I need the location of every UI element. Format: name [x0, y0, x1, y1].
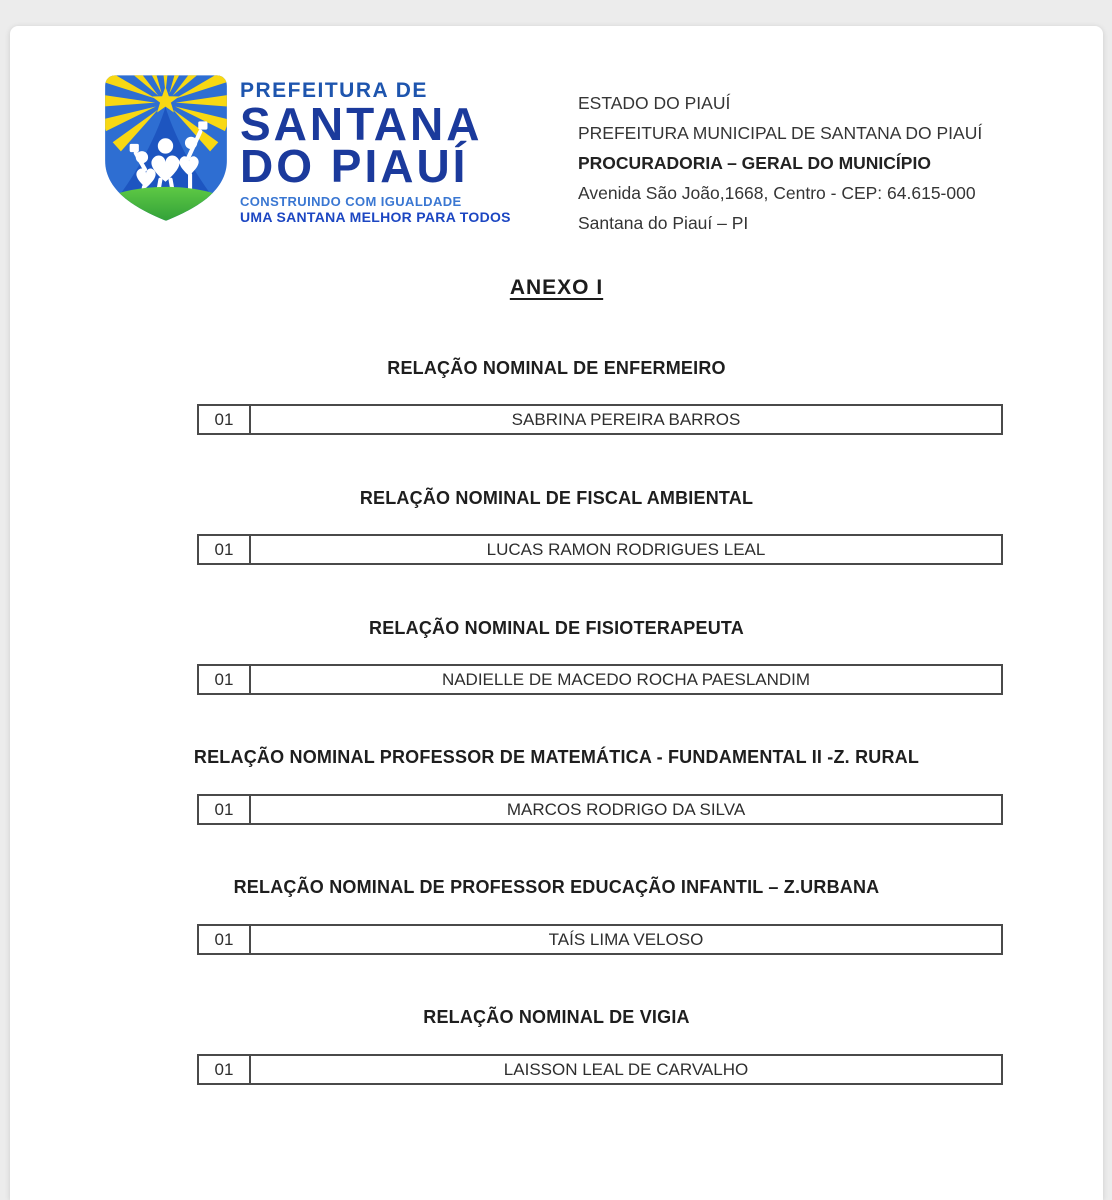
row-number-cell: 01	[199, 796, 251, 823]
letterhead-address-line: Avenida São João,1668, Centro - CEP: 64.615-000	[578, 183, 976, 203]
letterhead-state-line: ESTADO DO PIAUÍ	[578, 93, 731, 113]
crest-tagline-2: UMA SANTANA MELHOR PARA TODOS	[240, 208, 511, 225]
annex-title-text: ANEXO I	[509, 276, 604, 299]
row-name-cell: SABRINA PEREIRA BARROS	[511, 409, 741, 429]
row-number-cell: 01	[199, 926, 251, 953]
annex-title	[10, 276, 1103, 300]
section-heading-professor-matematica: RELAÇÃO NOMINAL PROFESSOR DE MATEMÁTICA - FUNDAMENTAL II -Z. RURAL	[193, 747, 920, 767]
section-heading-fisioterapeuta: RELAÇÃO NOMINAL DE FISIOTERAPEUTA	[369, 618, 744, 638]
document-page	[10, 26, 1103, 1200]
header-crest-block	[102, 72, 511, 224]
section-heading-enfermeiro: RELAÇÃO NOMINAL DE ENFERMEIRO	[387, 358, 726, 378]
section-heading-professor-infantil: RELAÇÃO NOMINAL DE PROFESSOR EDUCAÇÃO INFANTIL – Z.URBANA	[233, 877, 880, 897]
name-table-professor-infantil	[197, 924, 1003, 955]
crest-top-label: PREFEITURA DE	[240, 79, 428, 102]
row-number-cell: 01	[199, 406, 251, 433]
letterhead-municipality-line: PREFEITURA MUNICIPAL DE SANTANA DO PIAUÍ	[578, 123, 983, 143]
name-table-fiscal-ambiental	[197, 534, 1003, 565]
name-table-professor-matematica	[197, 794, 1003, 825]
letterhead-department-line: PROCURADORIA – GERAL DO MUNICÍPIO	[578, 153, 931, 173]
row-name-cell: LAISSON LEAL DE CARVALHO	[503, 1059, 749, 1079]
crest-name-line2: DO PIAUÍ	[240, 140, 469, 193]
crest-name-line1: SANTANA	[240, 98, 483, 150]
name-table-vigia	[197, 1054, 1003, 1085]
letterhead-city-line: Santana do Piauí – PI	[578, 213, 749, 233]
name-table-fisioterapeuta	[197, 664, 1003, 695]
crest-tagline-1: CONSTRUINDO COM IGUALDADE	[240, 193, 462, 209]
row-number-cell: 01	[199, 536, 251, 563]
city-crest-icon	[102, 72, 230, 224]
row-name-cell: TAÍS LIMA VELOSO	[548, 929, 704, 949]
section-heading-fiscal-ambiental: RELAÇÃO NOMINAL DE FISCAL AMBIENTAL	[359, 488, 754, 508]
name-table-enfermeiro	[197, 404, 1003, 435]
letterhead-block	[578, 88, 982, 238]
row-name-cell: MARCOS RODRIGO DA SILVA	[506, 799, 746, 819]
row-name-cell: NADIELLE DE MACEDO ROCHA PAESLANDIM	[441, 669, 811, 689]
crest-wordmark	[240, 72, 511, 224]
row-number-cell: 01	[199, 666, 251, 693]
row-name-cell: LUCAS RAMON RODRIGUES LEAL	[486, 539, 766, 559]
section-heading-vigia: RELAÇÃO NOMINAL DE VIGIA	[423, 1007, 690, 1027]
row-number-cell: 01	[199, 1056, 251, 1083]
